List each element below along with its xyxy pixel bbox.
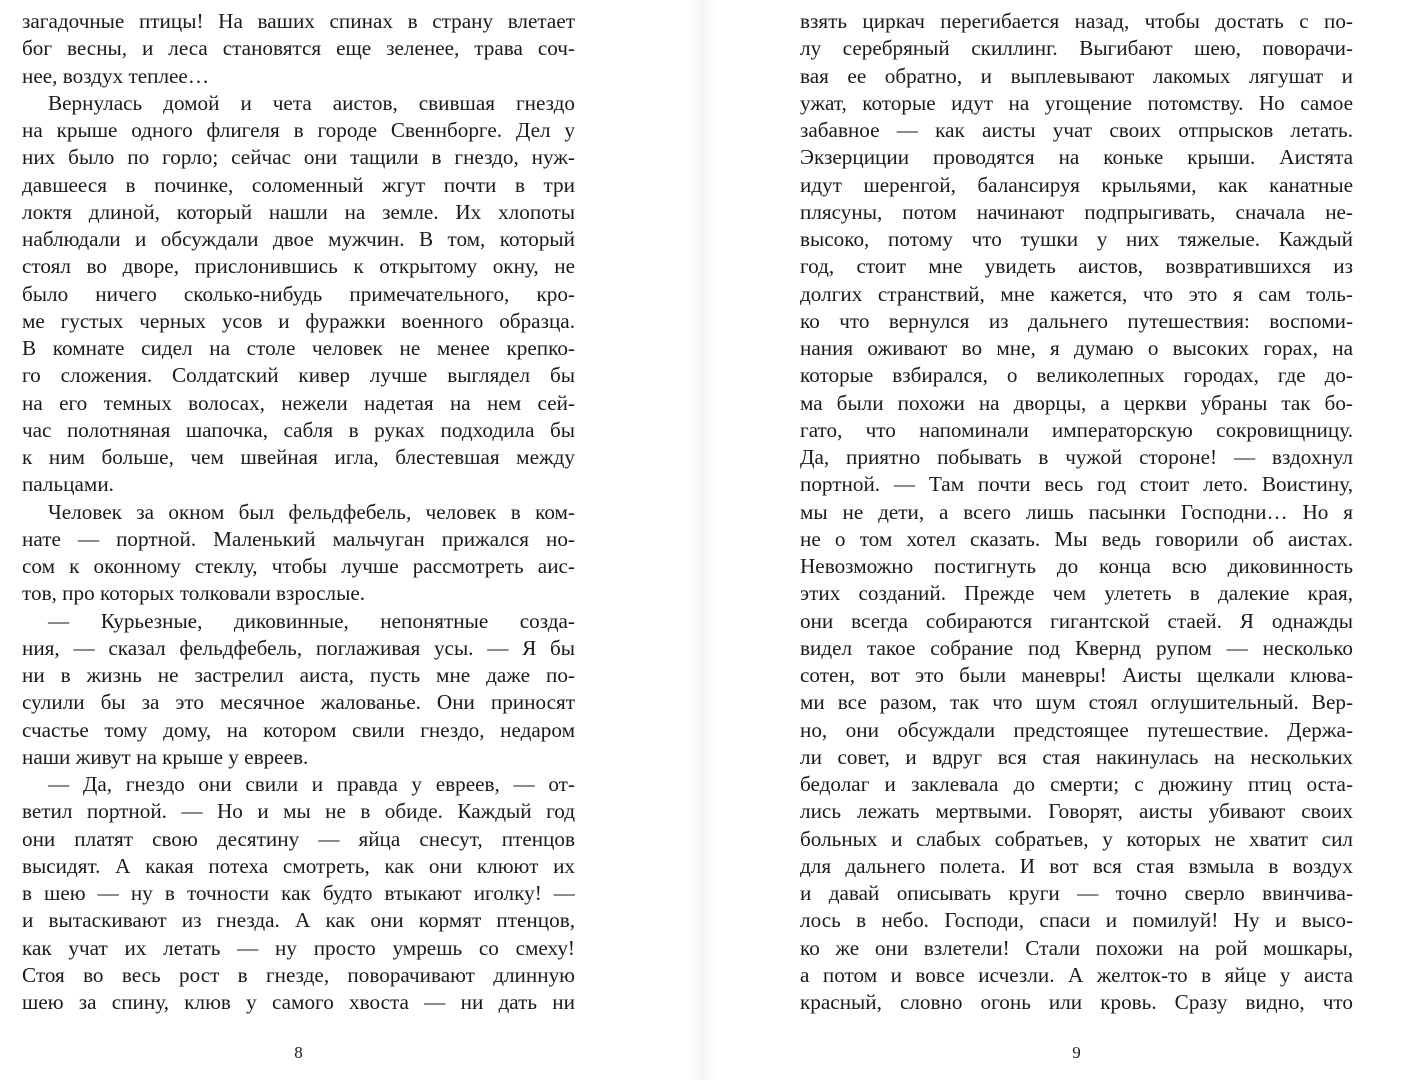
text-line: ме густых черных усов и фуражки военного образца. [22, 308, 575, 333]
text-line: на крыше одного флигеля в городе Свеннборге. Дел у [22, 118, 575, 142]
text-line: локтя длиной, который нашли на земле. Их хлопоты [22, 199, 575, 224]
text-line: вая ее обратно, и выплевывают лакомых лягушат и [800, 63, 1353, 88]
text-line: сотен, вот это были маневры! Аисты щелкали клюва- [800, 663, 1353, 687]
text-line: а потом и вовсе исчезли. А желток-то в яйце у аиста [800, 962, 1353, 987]
text-line: красный, словно огонь или кровь. Сразу видно, что [800, 990, 1353, 1014]
text-line: было ничего сколько-нибудь примечательного, кро- [22, 281, 575, 306]
text-line: идут шеренгой, балансируя крыльями, как канатные [800, 172, 1353, 197]
text-line: стоял во дворе, прислонившись к открытому окну, не [22, 254, 575, 279]
text-line: загадочные птицы! На ваших спинах в страну влетает [22, 9, 575, 33]
text-line: ми все разом, так что шум стоял оглушительный. Вер- [800, 690, 1353, 715]
text-line: ни в жизнь не застрелил аиста, пусть мне даже по- [22, 663, 575, 687]
text-line: которые взбирался, о великолепных городах, где до- [800, 363, 1353, 388]
text-line: — Курьезные, диковинные, непонятные созда- [48, 608, 575, 633]
text-line: Стоя во весь рост в гнезде, поворачивают длинную [22, 962, 575, 987]
left-page [22, 8, 575, 1068]
text-line: этих созданий. Прежде чем улететь в далекие края, [800, 581, 1353, 606]
text-line: сом к оконному стеклу, чтобы лучше рассмотреть аис- [22, 554, 575, 578]
text-line: ния, — сказал фельдфебель, поглаживая усы. — Я бы [22, 635, 575, 660]
text-line: бедолаг и заклевала до смерти; с дюжину птиц оста- [800, 772, 1353, 796]
text-line: высоко, потому что тушки у них тяжелые. Каждый [800, 227, 1353, 251]
left-page-text [22, 8, 575, 1016]
text-line: долгих странствий, мне кажется, что это я сам толь- [800, 281, 1353, 306]
text-line: тов, про которых толковали взрослые. [22, 581, 366, 606]
text-line: час полотняная шапочка, сабля в руках подходила бы [22, 417, 575, 442]
text-line: гато, что напоминали императорскую сокровищницу. [800, 417, 1353, 442]
text-line: ветил портной. — Но и мы не в обиде. Каждый год [22, 799, 575, 824]
text-line: сулили бы за это месячное жалованье. Они приносят [22, 690, 575, 715]
text-line: В комнате сидел на столе человек не менее крепко- [22, 336, 575, 360]
text-line: к ним больше, чем швейная игла, блестевшая между [22, 445, 575, 469]
text-line: пальцами. [22, 472, 114, 497]
text-line: них было по горло; сейчас они тащили в гнездо, нуж- [22, 145, 575, 170]
text-line: забавное — как аисты учат своих отпрысков летать. [800, 118, 1353, 142]
text-line: счастье тому дому, на котором свили гнездо, недаром [22, 717, 575, 742]
text-line: год, стоит мне увидеть аистов, возвратившихся из [800, 254, 1353, 279]
text-line: нания оживают во мне, я думаю о высоких горах, на [800, 336, 1353, 360]
text-line: портной. — Там почти весь год стоит лето. Воистину, [800, 472, 1353, 497]
right-page [800, 8, 1353, 1068]
text-line: Невозможно постигнуть до конца всю диковинность [800, 554, 1353, 578]
text-line: мы не дети, а всего лишь пасынки Господни… Но я [800, 499, 1353, 524]
text-line: для дальнего полета. И вот вся стая взмыла в воздух [800, 853, 1353, 878]
text-line: — Да, гнездо они свили и правда у евреев, — от- [48, 772, 575, 796]
text-line: Да, приятно побывать в чужой стороне! — вздохнул [800, 445, 1353, 469]
text-line: нее, воздух теплее… [22, 63, 210, 88]
text-line: ли совет, и вдруг вся стая накинулась на нескольких [800, 744, 1353, 769]
text-line: шею за спину, клюв у самого хвоста — ни дать ни [22, 990, 575, 1014]
text-line: Экзерциции проводятся на коньке крыши. Аистята [800, 145, 1353, 170]
text-line: они платят свою десятину — яйца снесут, птенцов [22, 826, 575, 851]
text-line: больных и слабых собратьев, у которых не хватит сил [800, 826, 1353, 851]
right-page-text [800, 8, 1353, 1016]
text-line: ужат, которые идут на угощение потомству. Но самое [800, 90, 1353, 115]
text-line: ко что вернулся из дальнего путешествия: воспоми- [800, 308, 1353, 333]
text-line: бог весны, и леса становятся еще зеленее, трава соч- [22, 36, 575, 61]
text-line: на его темных волосах, нежели надетая на нем сей- [22, 390, 575, 415]
text-line: лу серебряный скиллинг. Выгибают шею, поворачи- [800, 36, 1353, 61]
text-line: взять циркач перегибается назад, чтобы достать с по- [800, 9, 1353, 33]
text-line: как учат их летать — ну просто умрешь со смеху! [22, 935, 575, 960]
text-line: плясуны, потом начинают подпрыгивать, сначала не- [800, 199, 1353, 224]
text-line: наблюдали и обсуждали двое мужчин. В том, который [22, 227, 575, 251]
text-line: высидят. А какая потеха смотреть, как они клюют их [22, 853, 575, 878]
text-line: давшееся в починке, соломенный жгут почти в три [22, 172, 575, 197]
text-line: лось в небо. Господи, спаси и помилуй! Ну и высо- [800, 908, 1353, 933]
text-line: нате — портной. Маленький мальчуган прижался но- [22, 526, 575, 551]
text-line: лись лежать мертвыми. Говорят, аисты убивают своих [800, 799, 1353, 824]
text-line: не о том хотел сказать. Мы ведь говорили об аистах. [800, 526, 1353, 551]
text-line: го сложения. Солдатский кивер лучше выглядел бы [22, 363, 575, 388]
left-page-number: 8 [294, 1043, 303, 1062]
text-line: Вернулась домой и чета аистов, свившая гнездо [48, 90, 575, 115]
text-line: и давай описывать круги — точно сверло ввинчива- [800, 881, 1353, 905]
text-line: ма были похожи на дворцы, а церкви убраны так бо- [800, 390, 1353, 415]
text-line: наши живут на крыше у евреев. [22, 744, 309, 769]
text-line: но, они обсуждали предстоящее путешествие. Держа- [800, 717, 1353, 742]
text-line: видел такое собрание под Квернд рупом — несколько [800, 635, 1353, 660]
text-line: ко же они взлетели! Стали похожи на рой мошкары, [800, 935, 1353, 960]
text-line: в шею — ну в точности как будто втыкают иголку! — [22, 881, 575, 905]
text-line: они всегда собираются гигантской стаей. Я однажды [800, 608, 1353, 633]
text-line: и вытаскивают из гнезда. А как они кормят птенцов, [22, 908, 575, 933]
book-gutter [687, 0, 717, 1080]
text-line: Человек за окном был фельдфебель, человек в ком- [48, 499, 575, 524]
right-page-number: 9 [1072, 1043, 1081, 1062]
